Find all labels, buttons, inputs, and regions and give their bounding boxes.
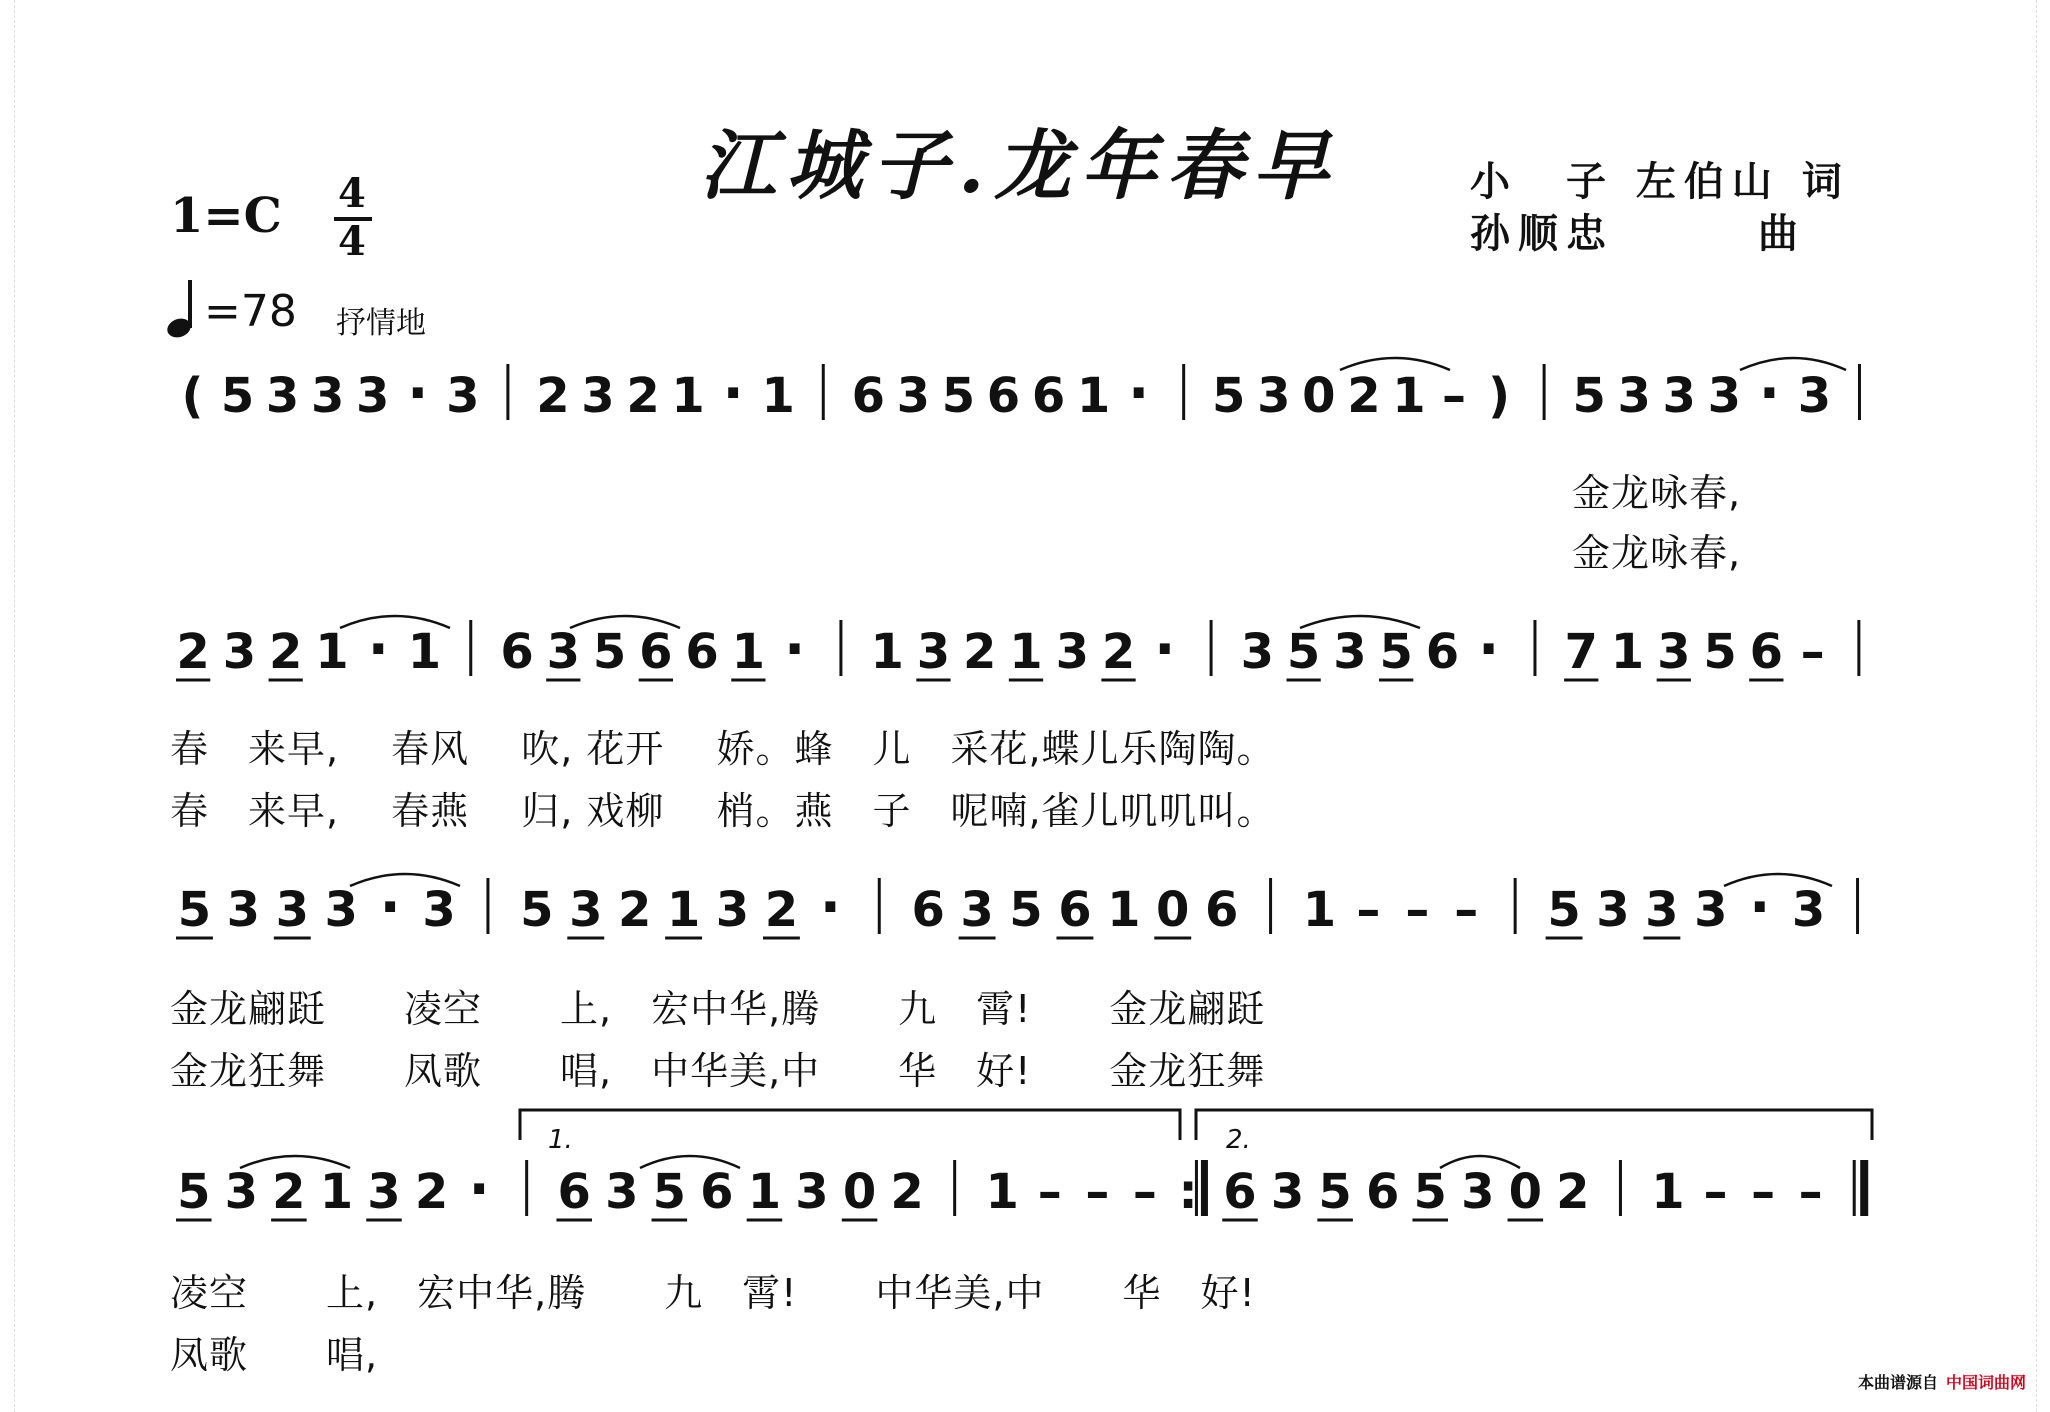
note-2-17: 5 — [1009, 882, 1043, 938]
note-3-29: 2 — [1556, 1164, 1590, 1220]
note-2-24: – — [1356, 882, 1381, 938]
note-0-24: 3 — [1257, 368, 1291, 424]
note-1-24: 5 — [1286, 624, 1321, 680]
note-0-23: 5 — [1212, 368, 1246, 424]
footer-site-link[interactable]: 中国词曲网 — [1946, 1373, 2027, 1392]
note-0-34: 3 — [1707, 368, 1742, 424]
note-2-23: 1 — [1302, 882, 1337, 938]
lyricist-credit: 小 子 左伯山 词 — [1470, 159, 1850, 205]
note-1-25: 3 — [1333, 624, 1367, 680]
note-0-28: – — [1442, 368, 1466, 424]
note-3-22: 6 — [1223, 1164, 1257, 1220]
note-3-18: – — [1037, 1164, 1062, 1220]
note-0-10: 2 — [626, 368, 660, 424]
note-3-19: – — [1085, 1164, 1110, 1220]
lyric-row3-verse2: 金龙狂舞 凤歌 唱, 中华美,中 华 好! 金龙狂舞 — [170, 1049, 1266, 1093]
note-0-5: · — [407, 361, 429, 426]
note-1-20: 2 — [1101, 624, 1136, 680]
note-3-3: 1 — [319, 1164, 354, 1220]
note-0-16: 3 — [896, 368, 931, 424]
note-2-16: 3 — [960, 882, 994, 938]
note-2-20: 0 — [1156, 882, 1190, 938]
note-3-15: 2 — [890, 1164, 924, 1220]
note-3-10: 5 — [652, 1164, 687, 1220]
time-signature-bottom: 4 — [338, 218, 366, 265]
note-1-4: · — [367, 617, 389, 682]
note-0-3: 3 — [310, 368, 345, 424]
note-3-2: 2 — [272, 1164, 306, 1220]
note-0-11: 1 — [671, 368, 705, 424]
note-2-4: · — [379, 875, 401, 940]
note-2-3: 3 — [324, 882, 358, 938]
note-0-1: 5 — [220, 368, 255, 424]
note-0-17: 5 — [941, 368, 976, 424]
note-2-9: 2 — [617, 882, 652, 938]
note-3-12: 1 — [747, 1164, 782, 1220]
note-0-21: · — [1127, 361, 1150, 426]
note-2-31: 3 — [1694, 882, 1728, 938]
note-2-18: 6 — [1058, 882, 1092, 938]
note-1-13: · — [784, 617, 806, 682]
note-1-23: 3 — [1240, 624, 1275, 680]
lyric-row3-verse1: 金龙翩跹 凌空 上, 宏中华,腾 九 霄! 金龙翩跹 — [170, 987, 1266, 1031]
note-3-20: – — [1132, 1164, 1157, 1220]
note-2-5: 3 — [422, 882, 456, 938]
note-0-25: 0 — [1302, 368, 1336, 424]
note-1-27: 6 — [1425, 624, 1460, 680]
note-0-31: 5 — [1572, 368, 1606, 424]
note-1-33: 5 — [1703, 624, 1737, 680]
lyric-row4-verse1: 凌空 上, 宏中华,腾 九 霄! 中华美,中 华 好! — [170, 1271, 1256, 1315]
note-1-3: 1 — [315, 624, 349, 680]
note-1-34: 6 — [1749, 624, 1784, 680]
note-3-6: · — [468, 1157, 490, 1222]
note-2-15: 6 — [911, 882, 945, 938]
lyric-row1-verse1: 金龙咏春, — [1572, 471, 1742, 515]
note-1-35: – — [1800, 624, 1825, 680]
note-2-7: 5 — [520, 882, 554, 938]
note-1-10: 6 — [639, 624, 673, 680]
note-2-2: 3 — [275, 882, 309, 938]
note-3-33: – — [1751, 1164, 1776, 1220]
lyric-row1-verse2: 金龙咏春, — [1572, 531, 1742, 575]
note-2-26: – — [1454, 882, 1479, 938]
footer-source-label: 本曲谱源自 — [1858, 1373, 1939, 1392]
note-1-12: 1 — [731, 624, 766, 680]
note-0-8: 2 — [536, 368, 570, 424]
note-0-15: 6 — [851, 368, 886, 424]
note-0-19: 6 — [1031, 368, 1066, 424]
note-0-13: 1 — [761, 368, 795, 424]
note-1-21: · — [1154, 617, 1176, 682]
note-1-5: 1 — [407, 624, 442, 680]
note-2-11: 3 — [715, 882, 750, 938]
note-2-28: 5 — [1547, 882, 1581, 938]
note-3-0: 5 — [177, 1164, 211, 1220]
note-1-19: 3 — [1055, 624, 1089, 680]
volta-2-label: 2. — [1226, 1125, 1251, 1155]
note-0-6: 3 — [446, 368, 480, 424]
note-1-9: 5 — [592, 624, 627, 680]
volta-2-bracket — [1196, 1110, 1872, 1140]
note-0-29: ) — [1488, 368, 1511, 424]
note-0-33: 3 — [1662, 368, 1696, 424]
note-3-8: 6 — [557, 1164, 591, 1220]
note-2-13: · — [819, 875, 841, 940]
note-2-32: · — [1749, 875, 1771, 940]
note-1-28: · — [1478, 617, 1500, 682]
note-2-1: 3 — [226, 882, 261, 938]
repeat-dots: : — [1178, 1164, 1198, 1220]
note-3-32: – — [1703, 1164, 1728, 1220]
note-0-9: 3 — [581, 368, 615, 424]
note-3-17: 1 — [985, 1164, 1019, 1220]
note-0-12: · — [722, 361, 744, 426]
note-1-0: 2 — [176, 624, 210, 680]
note-0-35: · — [1758, 361, 1781, 426]
note-2-19: 1 — [1107, 882, 1141, 938]
note-2-12: 2 — [764, 882, 799, 938]
volta-1-bracket — [520, 1110, 1180, 1140]
note-3-13: 3 — [795, 1164, 829, 1220]
note-3-11: 6 — [700, 1164, 734, 1220]
note-0-18: 6 — [986, 368, 1021, 424]
note-2-10: 1 — [666, 882, 701, 938]
note-1-16: 3 — [916, 624, 951, 680]
note-1-15: 1 — [870, 624, 904, 680]
note-1-2: 2 — [268, 624, 303, 680]
note-0-2: 3 — [265, 368, 300, 424]
note-3-27: 3 — [1461, 1164, 1495, 1220]
note-3-5: 2 — [414, 1164, 449, 1220]
note-3-4: 3 — [367, 1164, 401, 1220]
note-1-18: 1 — [1009, 624, 1043, 680]
note-0-27: 1 — [1392, 368, 1426, 424]
note-1-26: 5 — [1379, 624, 1413, 680]
note-0-26: 2 — [1347, 368, 1381, 424]
note-1-7: 6 — [500, 624, 534, 680]
note-0-4: 3 — [356, 368, 390, 424]
note-1-31: 1 — [1610, 624, 1645, 680]
note-1-1: 3 — [222, 624, 257, 680]
lyric-row2-verse1: 春 来早, 春风 吹, 花开 娇。蜂 儿 采花,蝶儿乐陶陶。 — [170, 727, 1276, 771]
note-2-30: 3 — [1645, 882, 1679, 938]
note-3-28: 0 — [1508, 1164, 1543, 1220]
note-3-25: 6 — [1365, 1164, 1400, 1220]
note-1-11: 6 — [685, 624, 719, 680]
note-1-32: 3 — [1657, 624, 1691, 680]
note-0-20: 1 — [1076, 368, 1111, 424]
note-0-32: 3 — [1617, 368, 1651, 424]
tempo-expression: 抒情地 — [336, 306, 426, 341]
note-3-26: 5 — [1413, 1164, 1447, 1220]
note-3-23: 3 — [1270, 1164, 1305, 1220]
note-3-14: 0 — [842, 1164, 877, 1220]
volta-1-label: 1. — [548, 1125, 573, 1155]
composer-credit: 孙顺忠 曲 — [1470, 211, 1806, 257]
note-0-36: 3 — [1797, 368, 1832, 424]
tempo-bpm: =78 — [204, 286, 297, 337]
note-3-24: 5 — [1318, 1164, 1352, 1220]
note-2-8: 3 — [569, 882, 603, 938]
note-0-0: ( — [181, 368, 204, 424]
note-3-31: 1 — [1651, 1164, 1685, 1220]
time-signature-top: 4 — [338, 170, 366, 217]
note-2-0: 5 — [177, 882, 212, 938]
note-2-21: 6 — [1204, 882, 1239, 938]
note-2-33: 3 — [1791, 882, 1826, 938]
note-1-30: 7 — [1564, 624, 1598, 680]
note-1-17: 2 — [963, 624, 997, 680]
lyric-row2-verse2: 春 来早, 春燕 归, 戏柳 梢。燕 子 呢喃,雀儿叽叽叫。 — [170, 789, 1276, 833]
note-2-29: 3 — [1596, 882, 1630, 938]
lyric-row4-verse2: 凤歌 唱, — [170, 1333, 379, 1377]
note-3-1: 3 — [224, 1164, 259, 1220]
key-signature: 1=C — [170, 188, 282, 244]
note-3-9: 3 — [605, 1164, 639, 1220]
note-1-8: 3 — [546, 624, 581, 680]
song-title: 江城子.龙年春早 — [700, 121, 1339, 210]
note-2-25: – — [1405, 882, 1430, 938]
note-3-34: – — [1798, 1164, 1823, 1220]
